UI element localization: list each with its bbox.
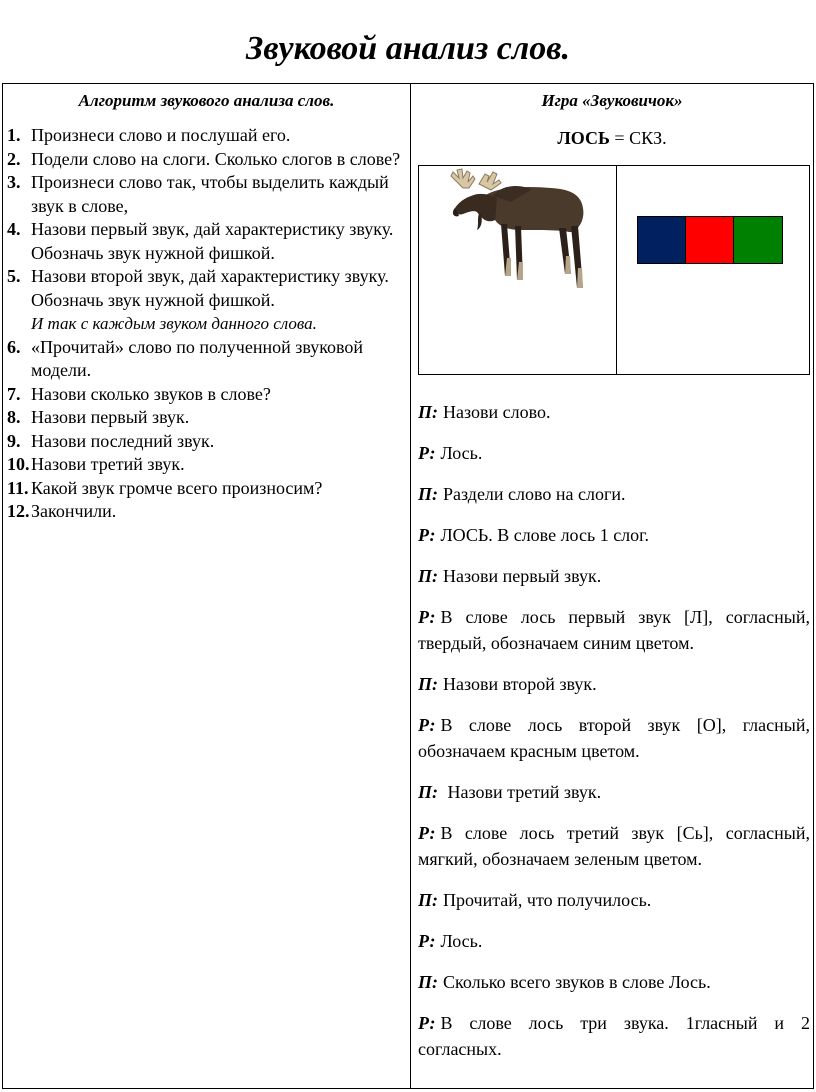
- step-item: [7, 477, 410, 501]
- step-text: Назови первый звук, дай характеристику звуку. Обозначь звук нужной фишкой.: [31, 219, 394, 263]
- dialog-line: [418, 399, 810, 425]
- step-number: 7.: [7, 383, 21, 404]
- speaker-label: П:: [418, 566, 438, 586]
- dialog-text: В слове лось третий звук [Сь], согласный, мягкий, обозначаем зеленым цветом.: [418, 823, 810, 869]
- moose-picture: [441, 168, 591, 298]
- step-number: 3.: [7, 172, 21, 192]
- step-text: Закончили.: [31, 501, 117, 521]
- speaker-label: Р:: [418, 607, 436, 627]
- picture-model-divider: [616, 166, 617, 374]
- dialog-text: В слове лось три звука. 1гласный и 2 согласных.: [418, 1013, 810, 1059]
- step-number: 1.: [7, 125, 21, 145]
- speaker-label: Р:: [418, 715, 436, 735]
- step-number: 4.: [7, 219, 21, 239]
- dialog-line: [418, 522, 810, 548]
- step-number: 8.: [7, 407, 21, 427]
- step-text: Назови первый звук.: [31, 407, 190, 427]
- step-number: 6.: [7, 336, 21, 357]
- dialog-text: В слове лось второй звук [О], гласный, обозначаем красным цветом.: [418, 715, 810, 761]
- step-text: Произнеси слово так, чтобы выделить каждый звук в слове,: [31, 172, 389, 216]
- step-text: Назови третий звук.: [31, 454, 185, 474]
- dialog-line: [418, 779, 810, 805]
- speaker-label: Р:: [418, 443, 436, 463]
- dialog-text: Лось.: [440, 931, 483, 951]
- dialog-text: В слове лось первый звук [Л], согласный, твердый, обозначаем синим цветом.: [418, 607, 810, 653]
- step-number: 9.: [7, 430, 21, 451]
- step-number: 10.: [7, 454, 30, 474]
- dialog-text: ЛОСЬ. В слове лось 1 слог.: [440, 525, 650, 545]
- target-word: ЛОСЬ: [557, 128, 610, 148]
- step-text: Какой звук громче всего произносим?: [31, 477, 323, 498]
- dialog-line: [418, 671, 810, 697]
- page-title: Звуковой анализ слов.: [246, 30, 570, 67]
- step-item: [7, 500, 410, 524]
- game-heading: Игра «Звуковичок»: [541, 91, 683, 110]
- speaker-label: П:: [418, 674, 438, 694]
- step-number: 2.: [7, 148, 21, 169]
- step-item: [7, 336, 410, 383]
- step-item: [7, 406, 410, 430]
- step-number: 5.: [7, 266, 21, 286]
- word-formula: [411, 127, 813, 149]
- step-item: [7, 265, 410, 312]
- algorithm-column: [3, 84, 410, 1088]
- dialog-text: Назови третий звук.: [443, 782, 602, 802]
- dialog-line: [418, 481, 810, 507]
- dialog-text: Сколько всего звуков в слове Лось.: [443, 972, 711, 992]
- speaker-label: Р:: [418, 931, 436, 951]
- game-column: [411, 84, 813, 1088]
- speaker-label: Р:: [418, 1013, 436, 1033]
- step-note: [7, 312, 410, 336]
- speaker-label: П:: [418, 890, 438, 910]
- speaker-label: Р:: [418, 525, 436, 545]
- dialog-line: [418, 712, 810, 764]
- step-item: [7, 383, 410, 407]
- algorithm-heading: Алгоритм звукового анализа слов.: [78, 91, 335, 110]
- step-number: 11.: [7, 477, 29, 498]
- step-text: Назови второй звук, дай характеристику звуку. Обозначь звук нужной фишкой.: [31, 266, 389, 310]
- sound-chip-red: [686, 217, 734, 263]
- speaker-label: П:: [418, 972, 438, 992]
- step-text: Произнеси слово и послушай его.: [31, 125, 291, 145]
- step-item: [7, 430, 410, 454]
- picture-model-table: [418, 165, 810, 375]
- dialog-text: Назови первый звук.: [443, 566, 602, 586]
- dialog-text: Лось.: [440, 443, 483, 463]
- sound-chip-blue: [638, 217, 686, 263]
- dialog-line: [418, 887, 810, 913]
- dialog-line: [418, 563, 810, 589]
- speaker-label: П:: [418, 484, 438, 504]
- sound-model: [637, 216, 783, 264]
- dialog-line: [418, 604, 810, 656]
- dialog-line: [418, 820, 810, 872]
- formula-text: = СКЗ.: [609, 128, 667, 148]
- speaker-label: П:: [418, 782, 438, 802]
- step-text: Назови последний звук.: [31, 430, 215, 451]
- step-item: [7, 218, 410, 265]
- step-text: Подели слово на слоги. Сколько слогов в слове?: [31, 148, 401, 169]
- step-text: «Прочитай» слово по полученной звуковой модели.: [31, 336, 364, 380]
- dialog-text: Назови второй звук.: [443, 674, 597, 694]
- step-item: [7, 148, 410, 172]
- step-item: [7, 124, 410, 148]
- dialog-text: Прочитай, что получилось.: [443, 890, 652, 910]
- dialog-text: Назови слово.: [443, 402, 551, 422]
- note-text: И так с каждым звуком данного слова.: [31, 314, 317, 333]
- dialog-text: Раздели слово на слоги.: [443, 484, 626, 504]
- speaker-label: П:: [418, 402, 438, 422]
- dialog-line: [418, 1010, 810, 1062]
- algorithm-steps: [3, 124, 410, 524]
- step-item: [7, 171, 410, 218]
- game-dialog: [418, 399, 810, 1077]
- main-table: [2, 83, 814, 1089]
- dialog-line: [418, 928, 810, 954]
- dialog-line: [418, 440, 810, 466]
- step-item: [7, 453, 410, 477]
- step-number: 12.: [7, 501, 30, 521]
- dialog-line: [418, 969, 810, 995]
- speaker-label: Р:: [418, 823, 436, 843]
- sound-chip-green: [734, 217, 782, 263]
- step-text: Назови сколько звуков в слове?: [31, 383, 271, 404]
